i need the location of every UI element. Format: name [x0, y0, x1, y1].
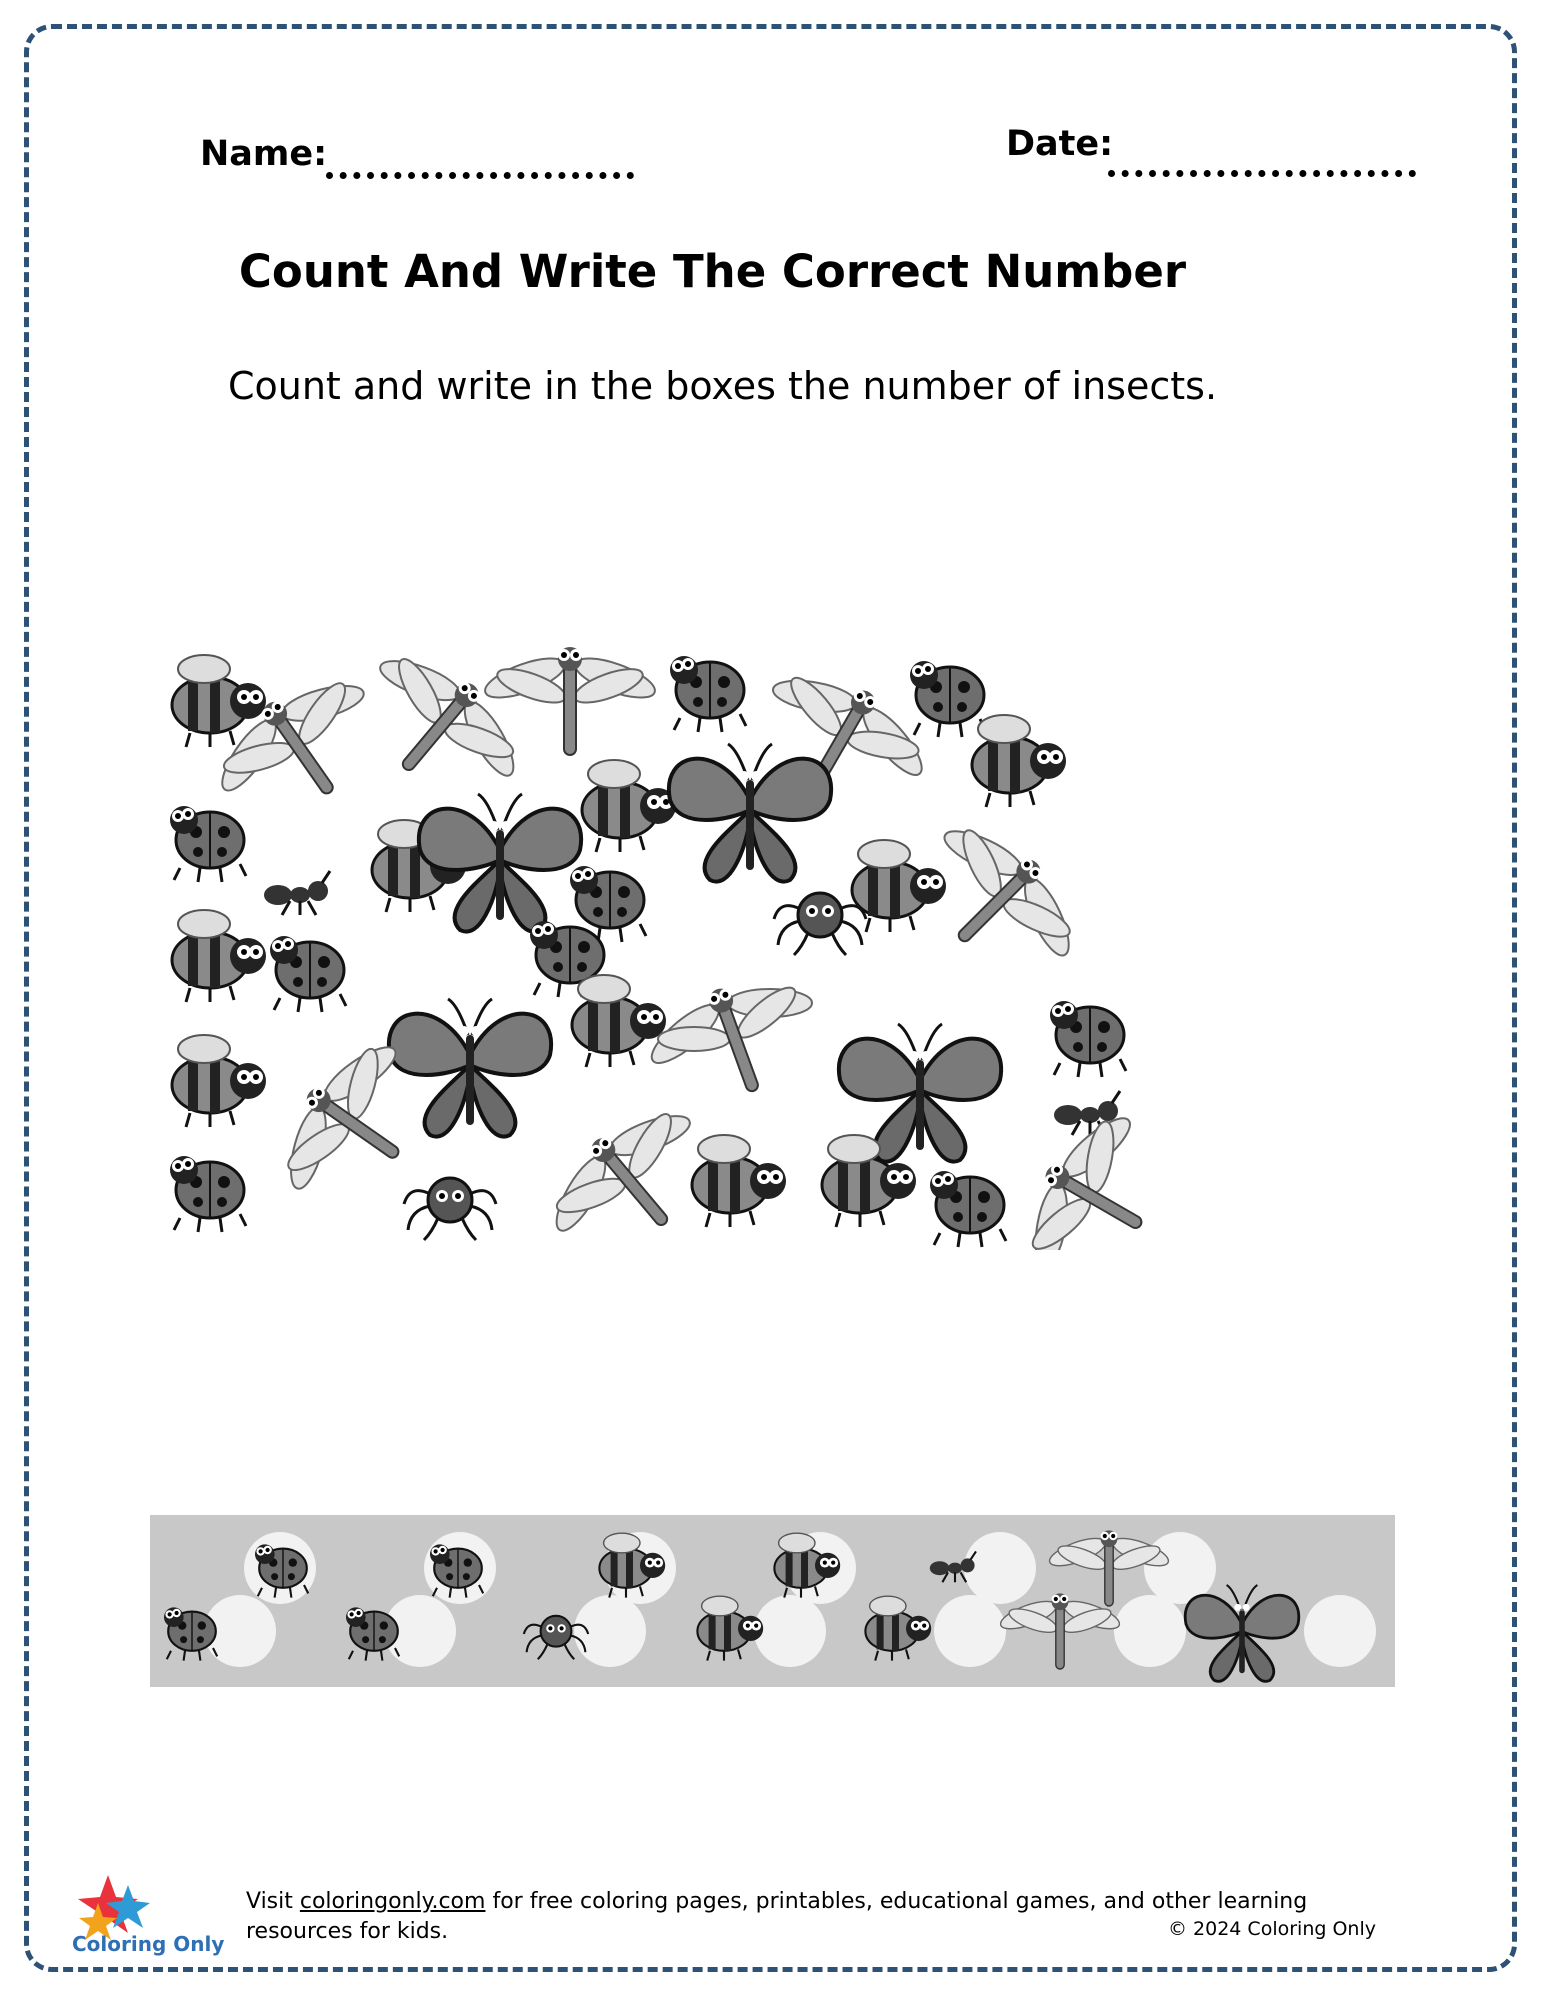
strip-bee-2 — [697, 1596, 763, 1660]
date-line[interactable] — [1108, 170, 1416, 177]
page-title: Count And Write The Correct Number — [238, 245, 1187, 298]
bee-8 — [172, 1035, 266, 1127]
ladybug-1 — [670, 656, 746, 732]
butterfly-3 — [389, 999, 551, 1137]
ladybug-5 — [270, 936, 346, 1012]
bee-9 — [692, 1135, 786, 1227]
footer-link[interactable]: coloringonly.com — [299, 1889, 486, 1914]
copyright: © 2024 Coloring Only — [1168, 1918, 1376, 1940]
star-figures-icon — [78, 1875, 150, 1940]
logo-text: Coloring Only — [72, 1932, 225, 1956]
spider-1 — [774, 893, 866, 955]
ladybug-2 — [910, 661, 986, 737]
footer-rest: for free coloring pages, printables, educational games, and other learning resources for kids. — [246, 1889, 1308, 1944]
ladybug-8 — [170, 1156, 246, 1232]
name-line[interactable] — [326, 172, 634, 179]
answer-box-13 — [1304, 1595, 1376, 1667]
bee-6 — [172, 910, 266, 1002]
answer-box-10 — [754, 1595, 826, 1667]
spider-2 — [404, 1178, 496, 1240]
ladybug-3 — [170, 806, 246, 882]
answer-strip — [150, 1515, 1395, 1687]
answer-box-6 — [1144, 1532, 1216, 1604]
strip-butterfly-1 — [1185, 1585, 1299, 1681]
strip-dragonfly-2 — [997, 1593, 1122, 1669]
answer-box-11 — [934, 1595, 1006, 1667]
bee-2 — [972, 715, 1066, 807]
butterfly-2 — [669, 744, 831, 882]
answer-box-12 — [1114, 1595, 1186, 1667]
ladybug-7 — [1050, 1001, 1126, 1077]
butterfly-1 — [419, 794, 581, 932]
date-field — [1006, 124, 1113, 164]
ladybug-9 — [930, 1171, 1006, 1247]
dragonfly-3 — [481, 647, 660, 755]
name-field — [200, 134, 327, 174]
date-label: Date: — [1006, 124, 1114, 164]
answer-strip-art — [150, 1515, 1395, 1687]
insects-illustration — [170, 645, 1385, 1250]
ant-1 — [264, 871, 330, 915]
footer-visit: Visit — [246, 1889, 300, 1914]
dragonfly-6 — [633, 959, 838, 1122]
instructions: Count and write in the boxes the number of insects. — [227, 364, 1218, 408]
name-label: Name: — [200, 134, 328, 174]
answer-box-9 — [574, 1595, 646, 1667]
strip-fly-1 — [865, 1596, 931, 1660]
answer-box-5 — [964, 1532, 1036, 1604]
bee-4 — [582, 760, 676, 852]
